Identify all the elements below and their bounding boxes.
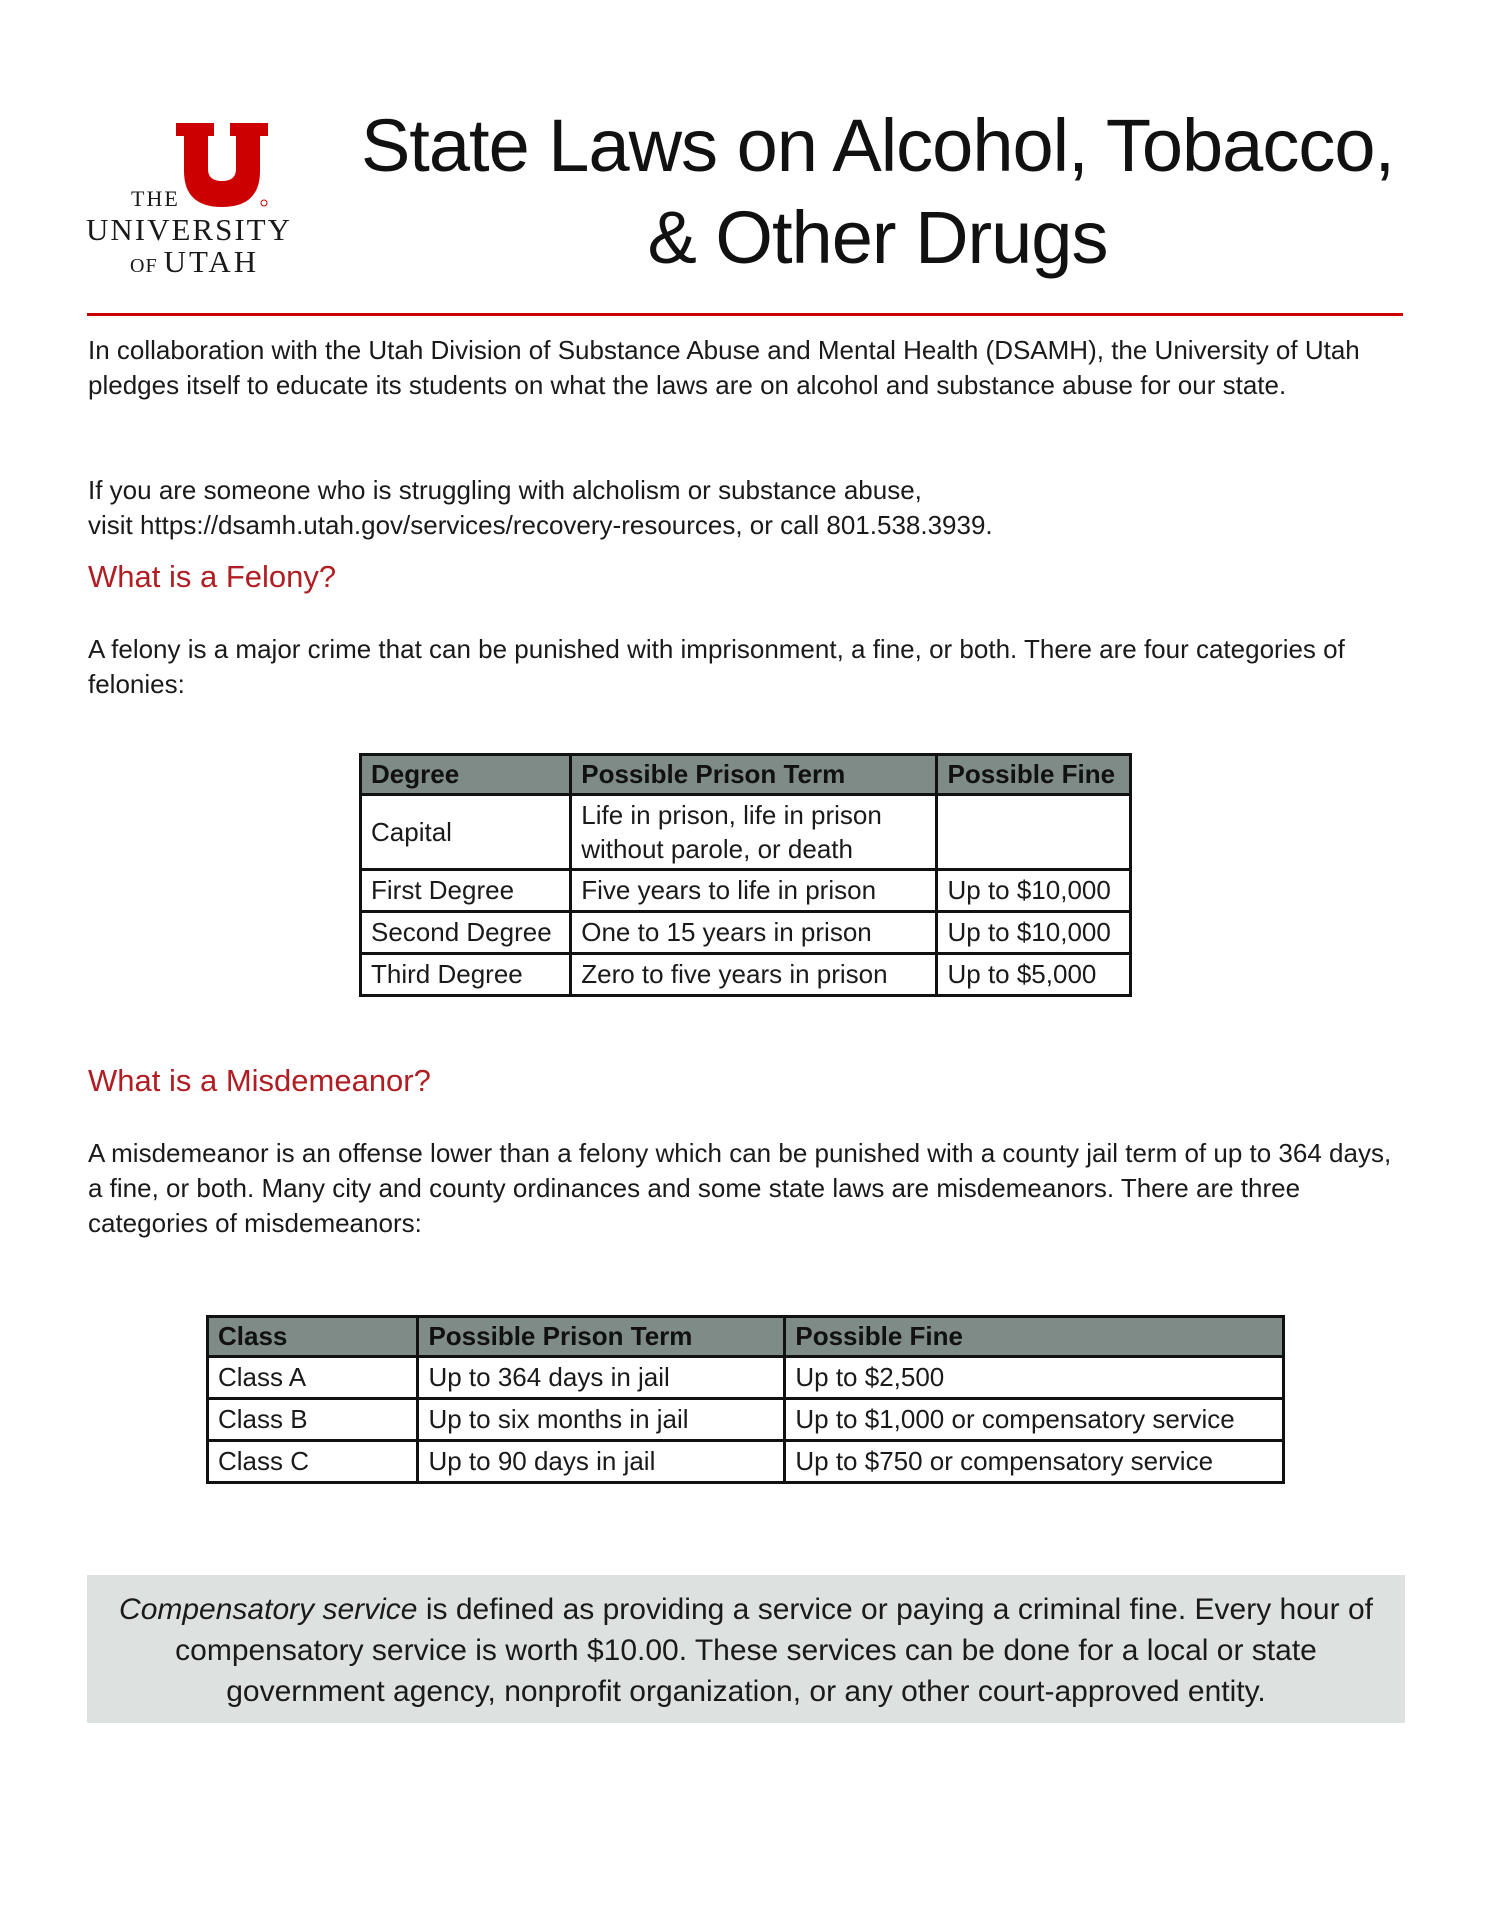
table-cell: Up to $5,000: [937, 954, 1131, 996]
table-row: [208, 1399, 1284, 1441]
table-cell: Capital: [361, 795, 571, 870]
table-row: [361, 795, 1131, 870]
misdemeanor-table: [206, 1315, 1285, 1484]
misdemeanor-description: A misdemeanor is an offense lower than a felony which can be punished with a county jail term of up to 364 days, a fine, or both. Many city and county ordinances and some state laws are misdemeanors. There are three categories of misdemeanors:: [88, 1138, 1392, 1238]
felony-description: A felony is a major crime that can be punished with imprisonment, a fine, or both. There are four categories of felonies:: [88, 634, 1345, 699]
felony-heading: What is a Felony?: [88, 559, 337, 594]
title-line-1: State Laws on Alcohol, Tobacco,: [360, 104, 1395, 187]
compensatory-service-callout: [87, 1575, 1405, 1723]
table-row: [361, 954, 1131, 996]
table-cell: Life in prison, life in prison without parole, or death: [571, 795, 937, 870]
table-cell: One to 15 years in prison: [571, 912, 937, 954]
callout-text: is defined as providing a service or paying a criminal fine. Every hour of compensatory service is worth $10.00. These services can be done for a local or state government agency, nonprofit organization, or any other court-approved entity.: [175, 1593, 1373, 1708]
help-paragraph: [88, 473, 1408, 543]
callout-term: Compensatory service: [119, 1593, 418, 1626]
column-header: Possible Fine: [937, 755, 1131, 795]
table-header-row: [361, 755, 1131, 795]
table-cell: Up to $1,000 or compensatory service: [785, 1399, 1284, 1441]
table-header-row: [208, 1317, 1284, 1357]
table-row: [361, 870, 1131, 912]
table-row: [208, 1441, 1284, 1483]
intro-paragraph: In collaboration with the Utah Division of Substance Abuse and Mental Health (DSAMH), the University of Utah pledges itself to educate its students on what the laws are on alcohol and substance abuse for our state.: [88, 335, 1360, 400]
table-row: [208, 1357, 1284, 1399]
column-header: Possible Prison Term: [418, 1317, 785, 1357]
logo-of-utah: [130, 244, 259, 280]
page-title: [345, 100, 1410, 284]
table-cell: Second Degree: [361, 912, 571, 954]
table-cell: Up to six months in jail: [418, 1399, 785, 1441]
table-cell: Up to $750 or compensatory service: [785, 1441, 1284, 1483]
table-cell: Class B: [208, 1399, 418, 1441]
university-logo: [86, 120, 322, 290]
table-cell: Zero to five years in prison: [571, 954, 937, 996]
table-row: [361, 912, 1131, 954]
help-line-2: visit https://dsamh.utah.gov/services/recovery-resources, or call 801.538.3939.: [88, 510, 993, 540]
column-header: Class: [208, 1317, 418, 1357]
column-header: Possible Fine: [785, 1317, 1284, 1357]
table-cell: Class A: [208, 1357, 418, 1399]
header-divider: [87, 313, 1403, 316]
table-cell: Third Degree: [361, 954, 571, 996]
felony-table: [359, 753, 1132, 997]
table-cell: Five years to life in prison: [571, 870, 937, 912]
table-cell: Up to 90 days in jail: [418, 1441, 785, 1483]
help-line-1: If you are someone who is struggling with alcholism or substance abuse,: [88, 475, 922, 505]
table-cell: Up to $10,000: [937, 870, 1131, 912]
block-u-icon: [176, 123, 268, 207]
table-cell: Class C: [208, 1441, 418, 1483]
logo-of: OF: [130, 255, 158, 277]
table-cell: First Degree: [361, 870, 571, 912]
column-header: Degree: [361, 755, 571, 795]
table-cell: Up to $2,500: [785, 1357, 1284, 1399]
table-cell: [937, 795, 1131, 870]
table-cell: Up to $10,000: [937, 912, 1131, 954]
logo-the: THE: [131, 186, 180, 211]
misdemeanor-heading: What is a Misdemeanor?: [88, 1063, 431, 1098]
title-line-2: & Other Drugs: [647, 196, 1108, 279]
logo-university: UNIVERSITY: [86, 212, 292, 247]
logo-utah: UTAH: [163, 244, 260, 279]
column-header: Possible Prison Term: [571, 755, 937, 795]
table-cell: Up to 364 days in jail: [418, 1357, 785, 1399]
